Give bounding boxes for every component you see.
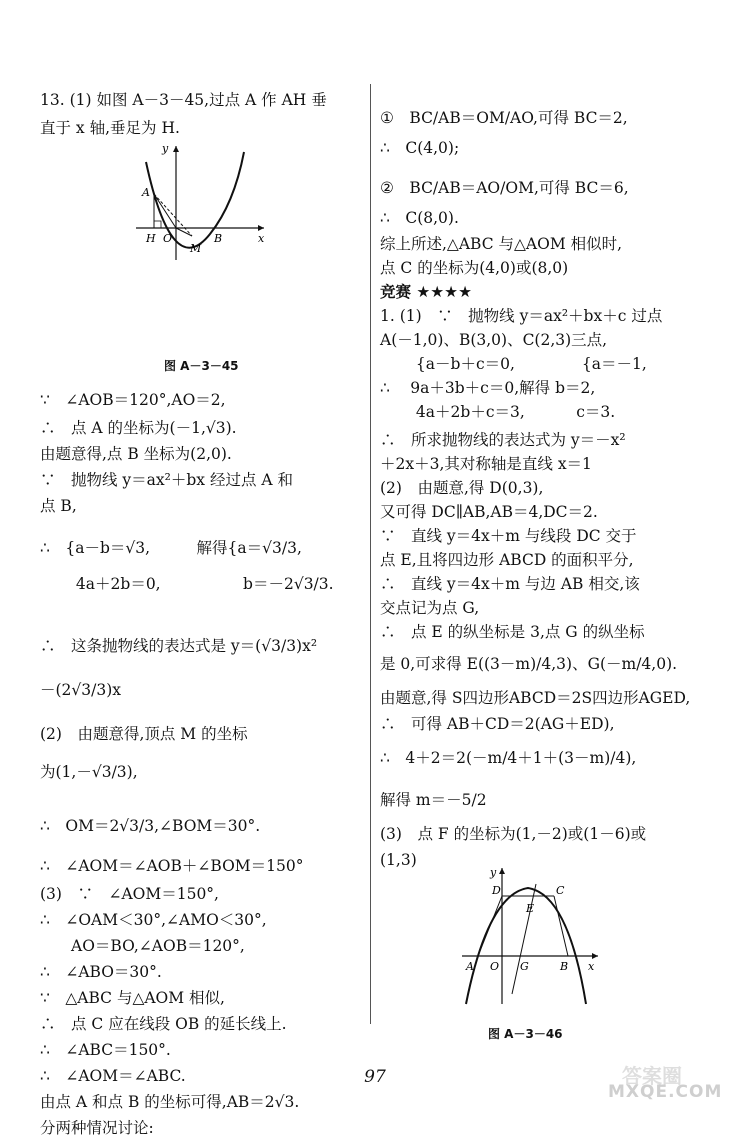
text-line: ∴ 9a＋3b＋c＝0,解得 b＝2, — [380, 379, 596, 397]
text-line: AO＝BO,∠AOB＝120°, — [40, 937, 245, 955]
text-line: ∴ 点 A 的坐标为(－1,√3). — [40, 419, 237, 437]
text-line: －(2√3/3)x — [40, 681, 122, 699]
fig45-label-a: A — [142, 186, 150, 199]
text-line: ∵ 直线 y＝4x＋m 与线段 DC 交于 — [380, 527, 637, 545]
text-line: ∵ 抛物线 y＝ax²＋bx 经过点 A 和 — [40, 471, 294, 489]
text-line: ∴ 直线 y＝4x＋m 与边 AB 相交,该 — [380, 575, 640, 593]
text-line: ∴ 点 C 应在线段 OB 的延长线上. — [40, 1015, 287, 1033]
text-line: 综上所述,△ABC 与△AOM 相似时, — [380, 235, 623, 253]
text-line: ∴ ∠ABC＝150°. — [40, 1041, 171, 1059]
text-line: 竞赛 ★★★★ — [380, 283, 472, 301]
watermark-url: MXQE.COM — [608, 1082, 723, 1102]
text-line: ② BC/AB＝AO/OM,可得 BC＝6, — [380, 179, 629, 197]
fig45-label-x: x — [258, 232, 265, 245]
fig45-label-b: B — [214, 232, 223, 245]
text-line: ∴ 可得 AB＋CD＝2(AG＋ED), — [380, 715, 615, 733]
fig46-label-o: O — [490, 960, 500, 973]
fig46-label-c: C — [556, 884, 565, 897]
text-line: ∴ 4＋2＝2(－m/4＋1＋(3－m)/4), — [380, 749, 637, 767]
text-line: 点 E,且将四边形 ABCD 的面积平分, — [380, 551, 634, 569]
text-line: ∴ ∠AOM＝∠AOB＋∠BOM＝150° — [40, 857, 304, 875]
fig46-label-e: E — [526, 902, 535, 915]
fig46-label-a: A — [466, 960, 474, 973]
text-line: 又可得 DC∥AB,AB＝4,DC＝2. — [380, 503, 598, 521]
text-line: (3) ∵ ∠AOM＝150°, — [40, 885, 219, 903]
text-line: 由点 A 和点 B 的坐标可得,AB＝2√3. — [40, 1093, 300, 1111]
text-line: 由题意得,点 B 坐标为(2,0). — [40, 445, 232, 463]
text-line: ∴ ∠ABO＝30°. — [40, 963, 162, 981]
text-line: ∴ {a－b＝√3, 解得{a＝√3/3, — [40, 539, 302, 557]
text-line: 4a＋2b＋c＝3, c＝3. — [380, 403, 616, 421]
text-line: 分两种情况讨论: — [40, 1119, 154, 1137]
text-line: ∴ ∠AOM＝∠ABC. — [40, 1067, 186, 1085]
fig46-label-x: x — [588, 960, 595, 973]
text-line: ∵ ∠AOB＝120°,AO＝2, — [40, 391, 226, 409]
text-line: (2) 由题意,得 D(0,3), — [380, 479, 544, 497]
text-line: 直于 x 轴,垂足为 H. — [40, 119, 180, 137]
text-line: A(－1,0)、B(3,0)、C(2,3)三点, — [380, 331, 608, 349]
text-line: 为(1,－√3/3), — [40, 763, 138, 781]
fig46-label-g: G — [520, 960, 529, 973]
fig46-label-d: D — [492, 884, 501, 897]
fig46-label-b: B — [560, 960, 569, 973]
text-line: ∴ 点 E 的纵坐标是 3,点 G 的纵坐标 — [380, 623, 645, 641]
figure-caption: 图 A－3－46 — [488, 1027, 563, 1041]
fig45-label-m: M — [190, 242, 202, 255]
fig46-label-y: y — [490, 866, 497, 879]
text-line: ＋2x＋3,其对称轴是直线 x＝1 — [380, 455, 592, 473]
text-line: ∴ 所求抛物线的表达式为 y＝－x² — [380, 431, 626, 449]
text-line: ∴ C(8,0). — [380, 209, 459, 227]
text-line: ∴ 这条抛物线的表达式是 y＝(√3/3)x² — [40, 637, 318, 655]
text-line: 是 0,可求得 E((3－m)/4,3)、G(－m/4,0). — [380, 655, 678, 673]
text-line: 4a＋2b＝0, b＝－2√3/3. — [40, 575, 334, 593]
text-line: ∴ ∠OAM＜30°,∠AMO＜30°, — [40, 911, 267, 929]
text-line: 交点记为点 G, — [380, 599, 480, 617]
text-line: (2) 由题意得,顶点 M 的坐标 — [40, 725, 248, 743]
text-line: 由题意,得 S四边形ABCD＝2S四边形AGED, — [380, 689, 691, 707]
text-line: 1. (1) ∵ 抛物线 y＝ax²＋bx＋c 过点 — [380, 307, 663, 325]
text-line: {a－b＋c＝0, {a＝－1, — [380, 355, 647, 373]
text-line: ① BC/AB＝OM/AO,可得 BC＝2, — [380, 109, 628, 127]
text-line: (3) 点 F 的坐标为(1,－2)或(1－6)或 — [380, 825, 647, 843]
text-line: ∴ C(4,0); — [380, 139, 460, 157]
fig45-label-o: O — [163, 232, 173, 245]
page-number: 97 — [364, 1067, 386, 1087]
text-line: ∵ △ABC 与△AOM 相似, — [40, 989, 225, 1007]
text-line: ∴ OM＝2√3/3,∠BOM＝30°. — [40, 817, 261, 835]
text-line: 解得 m＝－5/2 — [380, 791, 487, 809]
figure-a-3-45 — [132, 142, 272, 262]
text-line: 13. (1) 如图 A－3－45,过点 A 作 AH 垂 — [40, 91, 327, 109]
text-line: 点 B, — [40, 497, 77, 515]
fig45-label-h: H — [146, 232, 156, 245]
watermark-logo: 答案圈 — [622, 1064, 682, 1088]
column-divider — [370, 84, 371, 1024]
figure-caption: 图 A－3－45 — [164, 359, 239, 373]
text-line: (1,3) — [380, 851, 417, 869]
fig45-label-y: y — [162, 142, 169, 155]
text-line: 点 C 的坐标为(4,0)或(8,0) — [380, 259, 569, 277]
figure-a-3-46 — [458, 864, 608, 1010]
